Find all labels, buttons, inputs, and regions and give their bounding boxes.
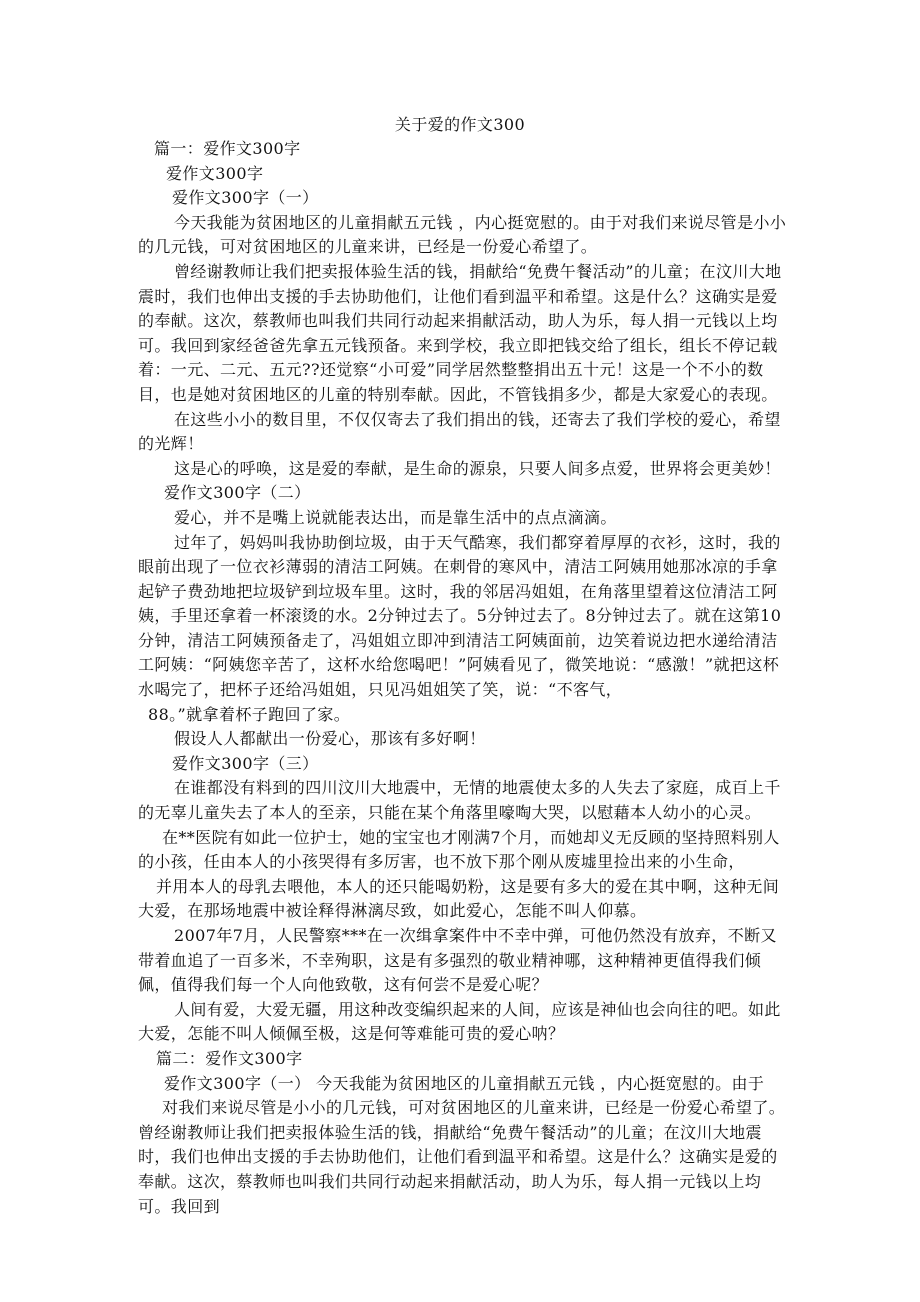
paragraph: 并用本人的母乳去喂他，本人的还只能喝奶粉，这是要有多大的爱在其中啊，这种无间大爱，在那场地震中被诠释得淋漓尽致，如此爱心，怎能不叫人仰慕。 — [138, 876, 780, 921]
paragraph: 在**医院有如此一位护士，她的宝宝也才刚满7个月，而她却义无反顾的坚持照料别人的小孩，任由本人的小孩哭得有多厉害，也不放下那个刚从废墟里捡出来的小生命， — [138, 827, 780, 872]
paragraph: 假设人人都献出一份爱心，那该有多好啊！ — [174, 729, 486, 749]
paragraph: 在这些小小的数目里，不仅仅寄去了我们捐出的钱，还寄去了我们学校的爱心，希望的光辉！ — [138, 409, 781, 454]
document-body — [138, 137, 789, 1219]
document-title: 关于爱的作文300 — [394, 115, 526, 134]
paragraph: 曾经谢教师让我们把卖报体验生活的钱，捐献给“免费午餐活动”的儿童；在汶川大地震时，我们也伸出支援的手去协助他们，让他们看到温平和希望。这是什么？这确实是爱的奉献。这次，蔡教师也叫我们共同行动起来捐献活动，助人为乐，每人捐一元钱以上均可。我回到 — [138, 1122, 778, 1216]
paragraph: 爱心，并不是嘴上说就能表达出，而是靠生活中的点点滴滴。 — [174, 507, 617, 527]
section-heading-1: 篇一：爱作文300字 — [154, 139, 301, 158]
paragraph: 过年了，妈妈叫我协助倒垃圾，由于天气酷寒，我们都穿着厚厚的衣衫，这时，我的眼前出现了一位衣衫薄弱的清洁工阿姨。在刺骨的寒风中，清洁工阿姨用她那冰凉的手拿起铲子费劲地把垃圾铲到垃圾车里。这时，我的邻居冯姐姐，在角落里望着这位清洁工阿姨，手里还拿着一杯滚烫的水。2分钟过去了。5分钟过去了。8分钟过去了。就在这第10分钟，清洁工阿姨预备走了，冯姐姐立即冲到清洁工阿姨面前，边笑着说边把水递给清洁工阿姨：“阿姨您辛苦了，这杯水给您喝吧！”阿姨看见了，微笑地说：“感激！”就把这杯水喝完了，把杯子还给冯姐姐，只见冯姐姐笑了笑，说：“不客气， — [138, 532, 782, 700]
subheading: 爱作文300字（二） — [164, 483, 311, 503]
section-heading-2: 篇二：爱作文300字 — [156, 1048, 303, 1068]
subheading: 爱作文300字（一） — [172, 188, 319, 208]
paragraph: 在谁都没有料到的四川汶川大地震中，无情的地震使太多的人失去了家庭，成百上千的无辜儿童失去了本人的至亲，只能在某个角落里嚎啕大哭，以慰藉本人幼小的心灵。 — [138, 778, 781, 823]
paragraph: 对我们来说尽管是小小的几元钱，可对贫困地区的儿童来讲，已经是一份爱心希望了。 — [162, 1098, 786, 1118]
paragraph: 爱作文300字（一） 今天我能为贫困地区的儿童捐献五元钱 ，内心挺宽慰的。由于 — [164, 1073, 765, 1093]
paragraph: 人间有爱，大爱无疆，用这种改变编织起来的人间，应该是神仙也会向往的吧。如此大爱，怎能不叫人倾佩至极，这是何等难能可贵的爱心呐？ — [138, 999, 781, 1044]
subheading: 爱作文300字 — [166, 163, 264, 183]
paragraph: 2007年7月，人民警察***在一次缉拿案件中不幸中弹，可他仍然没有放弃，不断又带着血追了一百多米，不幸殉职，这是有多强烈的敬业精神哪，这种精神更值得我们倾佩，值得我们每一个人向他致敬，这有何尝不是爱心呢？ — [138, 926, 777, 995]
paragraph: 今天我能为贫困地区的儿童捐献五元钱 ，内心挺宽慰的。由于对我们来说尽管是小小的几元钱，可对贫困地区的儿童来讲，已经是一份爱心希望了。 — [138, 212, 787, 257]
paragraph: 这是心的呼唤，这是爱的奉献，是生命的源泉，只要人间多点爱，世界将会更美妙！ — [174, 458, 781, 478]
subheading: 爱作文300字（三） — [172, 753, 319, 773]
paragraph: 88。”就拿着杯子跑回了家。 — [148, 704, 351, 724]
paragraph: 曾经谢教师让我们把卖报体验生活的钱，捐献给“免费午餐活动”的儿童；在汶川大地震时，我们也伸出支援的手去协助他们，让他们看到温平和希望。这是什么？这确实是爱的奉献。这次，蔡教师也叫我们共同行动起来捐献活动，助人为乐，每人捐一元钱以上均可。我回到家经爸爸先拿五元钱预备。来到学校，我立即把钱交给了组长，组长不停记载着：一元、二元、五元??还觉察“小可爱”同学居然整整捐出五十元！这是一个不小的数目，也是她对贫困地区的儿童的特别奉献。因此，不管钱捐多少，都是大家爱心的表现。 — [138, 261, 782, 404]
